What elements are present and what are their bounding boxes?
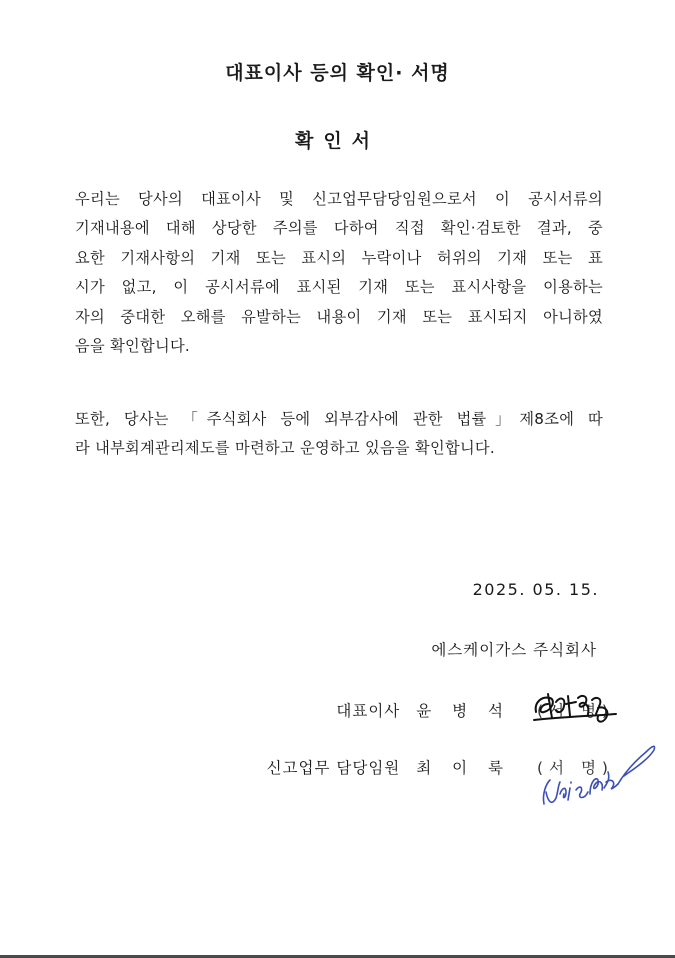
paragraph-line: 시가 없고, 이 공시서류에 표시된 기재 또는 표시사항을 이용하는 (75, 278, 603, 297)
paragraph-line: 라 내부회계관리제도를 마련하고 운영하고 있음을 확인합니다. (75, 439, 496, 458)
officer-seal-text: (서 명) (537, 759, 614, 777)
company-name: 에스케이가스 주식회사 (431, 641, 597, 659)
document-date: 2025. 05. 15. (472, 580, 599, 599)
paragraph-line: 요한 기재사항의 기재 또는 표시의 누락이나 허위의 기재 또는 표 (75, 248, 603, 267)
officer-signature (538, 732, 658, 814)
paragraph-line: 기재내용에 대해 상당한 주의를 다하여 직접 확인·검토한 결과, 중 (75, 219, 603, 238)
paragraph-line: 자의 중대한 오해를 유발하는 내용이 기재 또는 표시되지 아니하였 (75, 307, 603, 326)
paragraph-line: 또한, 당사는 「주식회사 등에 외부감사에 관한 법률」제8조에 따 (75, 410, 603, 428)
paragraph-line: 음을 확인합니다. (75, 337, 191, 356)
ceo-name: 윤 병 석 (416, 702, 511, 720)
confirmation-paragraph (75, 185, 603, 361)
officer-name: 최 이 룩 (416, 759, 511, 777)
officer-signature-row (267, 756, 511, 778)
paragraph-line: 우리는 당사의 대표이사 및 신고업무담당임원으로서 이 공시서류의 (75, 190, 603, 208)
officer-title: 신고업무 담당임원 (266, 759, 401, 777)
ceo-signature (530, 684, 620, 728)
ceo-title: 대표이사 (336, 702, 401, 720)
ceo-signature-row (336, 699, 511, 721)
ceo-seal-text: (서 명) (537, 702, 614, 720)
internal-control-paragraph (75, 405, 603, 464)
document-title: 대표이사 등의 확인· 서명 (225, 62, 450, 84)
document-subtitle: 확인서 (294, 130, 381, 152)
